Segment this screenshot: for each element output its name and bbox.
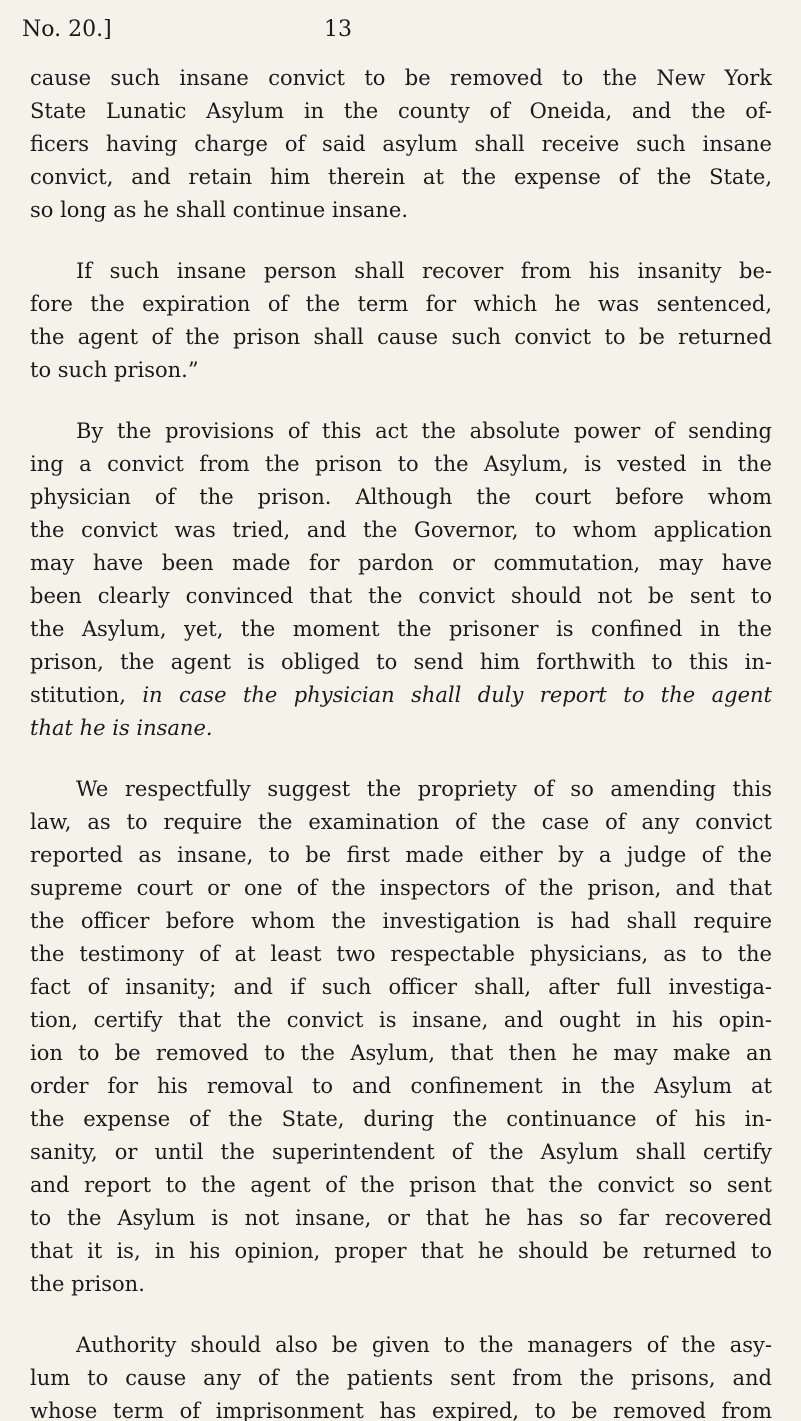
text-line: convict, and retain him therein at the expense of the State, xyxy=(30,165,772,189)
italic-clause: that he is insane. xyxy=(30,716,213,740)
text-line: physician of the prison. Although the court before whom xyxy=(30,485,772,509)
text-line: cause such insane convict to be removed to the New York xyxy=(30,66,772,90)
text-line: been clearly convinced that the convict should not be sent to xyxy=(30,584,772,608)
text-line: that it is, in his opinion, proper that he should be returned to xyxy=(30,1239,772,1263)
text-line: tion, certify that the convict is insane, and ought in his opin- xyxy=(30,1008,772,1032)
text-line: the prison. xyxy=(30,1272,145,1296)
paragraph-statute-continuation xyxy=(30,62,772,227)
text-line: sanity, or until the superintendent of the Asylum shall certify xyxy=(30,1140,772,1164)
paragraph-suggestion xyxy=(30,773,772,1301)
italic-clause: in case the physician shall duly report to the agent xyxy=(142,683,772,707)
text-line-italic xyxy=(30,712,772,745)
text-line: may have been made for pardon or commutation, may have xyxy=(30,551,772,575)
paragraph-authority xyxy=(30,1329,772,1421)
text-line: lum to cause any of the patients sent from the prisons, and xyxy=(30,1366,772,1390)
running-head xyxy=(22,14,779,46)
text-line: supreme court or one of the inspectors of the prison, and that xyxy=(30,876,772,900)
text-line: order for his removal to and confinement in the Asylum at xyxy=(30,1074,772,1098)
text-line: ing a convict from the prison to the Asylum, is vested in the xyxy=(30,452,772,476)
text-line: By the provisions of this act the absolute power of sending xyxy=(76,419,772,443)
text-line: fore the expiration of the term for which he was sentenced, xyxy=(30,292,772,316)
text-line-with-italic xyxy=(30,679,772,712)
text-line: ion to be removed to the Asylum, that then he may make an xyxy=(30,1041,772,1065)
text-line: law, as to require the examination of the case of any convict xyxy=(30,810,772,834)
paragraph-recovery xyxy=(30,255,772,387)
text-line: to the Asylum is not insane, or that he has so far recovered xyxy=(30,1206,772,1230)
text-line: the testimony of at least two respectable physicians, as to the xyxy=(30,942,772,966)
text-line: Authority should also be given to the managers of the asy- xyxy=(76,1333,772,1357)
text-line: We respectfully suggest the propriety of so amending this xyxy=(76,777,772,801)
text-run: stitution, xyxy=(30,683,143,707)
page-number: 13 xyxy=(324,17,352,42)
paragraph-provisions xyxy=(30,415,772,745)
text-line: If such insane person shall recover from his insanity be- xyxy=(76,259,772,283)
text-line: and report to the agent of the prison that the convict so sent xyxy=(30,1173,772,1197)
text-line: the expense of the State, during the continuance of his in- xyxy=(30,1107,772,1131)
text-line: the Asylum, yet, the moment the prisoner is confined in the xyxy=(30,617,772,641)
text-line: reported as insane, to be first made either by a judge of the xyxy=(30,843,772,867)
body-text xyxy=(30,62,772,1421)
text-line: whose term of imprisonment has expired, to be removed from xyxy=(30,1399,772,1421)
text-line: State Lunatic Asylum in the county of Oneida, and the of- xyxy=(30,99,772,123)
text-line: fact of insanity; and if such officer shall, after full investiga- xyxy=(30,975,772,999)
document-number: No. 20.] xyxy=(22,17,112,42)
text-line: so long as he shall continue insane. xyxy=(30,198,409,222)
text-line: prison, the agent is obliged to send him forthwith to this in- xyxy=(30,650,772,674)
text-line: the officer before whom the investigation is had shall require xyxy=(30,909,772,933)
text-line: the agent of the prison shall cause such convict to be returned xyxy=(30,325,772,349)
text-line: the convict was tried, and the Governor, to whom application xyxy=(30,518,772,542)
text-line: ficers having charge of said asylum shall receive such insane xyxy=(30,132,772,156)
text-line: to such prison.” xyxy=(30,358,199,382)
